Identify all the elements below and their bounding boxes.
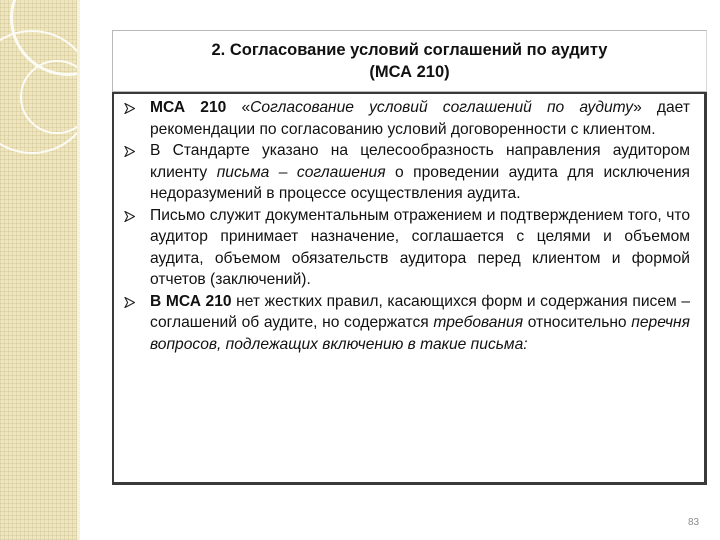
bullet-text-segment: перечня вопросов, подлежащих включению в такие письма: bbox=[150, 314, 690, 353]
arrowhead-bullet-icon bbox=[124, 146, 135, 157]
bullet-text-segment: нет жестких правил, касающихся форм и содержания писем – соглашений об аудите, но содержатся bbox=[150, 292, 690, 331]
content-box bbox=[112, 92, 707, 485]
bullet-list bbox=[114, 94, 704, 355]
bullet-text-segment: относительно bbox=[523, 314, 632, 331]
bullet-text-segment: В Стандарте указано на целесообразность направления аудитором клиенту bbox=[150, 142, 690, 181]
bullet-text-segment: » дает рекомендации по согласованию условий договоренности с клиентом. bbox=[150, 99, 690, 138]
bullet-text-segment: Согласование условий соглашений по аудиту bbox=[250, 99, 634, 116]
arrowhead-bullet-icon bbox=[124, 211, 135, 222]
arrowhead-bullet-icon bbox=[124, 103, 135, 114]
bullet-item bbox=[150, 291, 690, 356]
bullet-item bbox=[150, 140, 690, 205]
bullet-text-segment: о проведении аудита для исключения недоразумений в процессе осуществления аудита. bbox=[150, 163, 690, 202]
decorative-circle bbox=[20, 60, 94, 134]
decorative-side-strip bbox=[0, 0, 80, 540]
bullet-text-segment: письма – соглашения bbox=[216, 163, 386, 181]
bullet-item bbox=[150, 205, 690, 291]
arrowhead-bullet-icon bbox=[124, 297, 135, 308]
page-number: 83 bbox=[688, 517, 700, 528]
bullet-text-segment: « bbox=[226, 99, 251, 116]
bullet-text-segment: В МСА 210 bbox=[150, 292, 232, 310]
slide-title-line-1: 2. Согласование условий соглашений по аудиту bbox=[211, 41, 608, 59]
bullet-text-segment: МСА 210 bbox=[150, 99, 227, 116]
bullet-item bbox=[150, 97, 690, 140]
bullet-text-segment: Письмо служит документальным отражением и подтверждением того, что аудитор принимает назначение, соглашается с целями и объемом аудита, объемом обязательств аудитора перед клиентом и формой отчетов (заключений). bbox=[150, 206, 690, 288]
bullet-text-segment: требования bbox=[433, 314, 524, 331]
slide-title-line-2: (МСА 210) bbox=[369, 63, 450, 81]
slide-title-box bbox=[112, 30, 707, 92]
